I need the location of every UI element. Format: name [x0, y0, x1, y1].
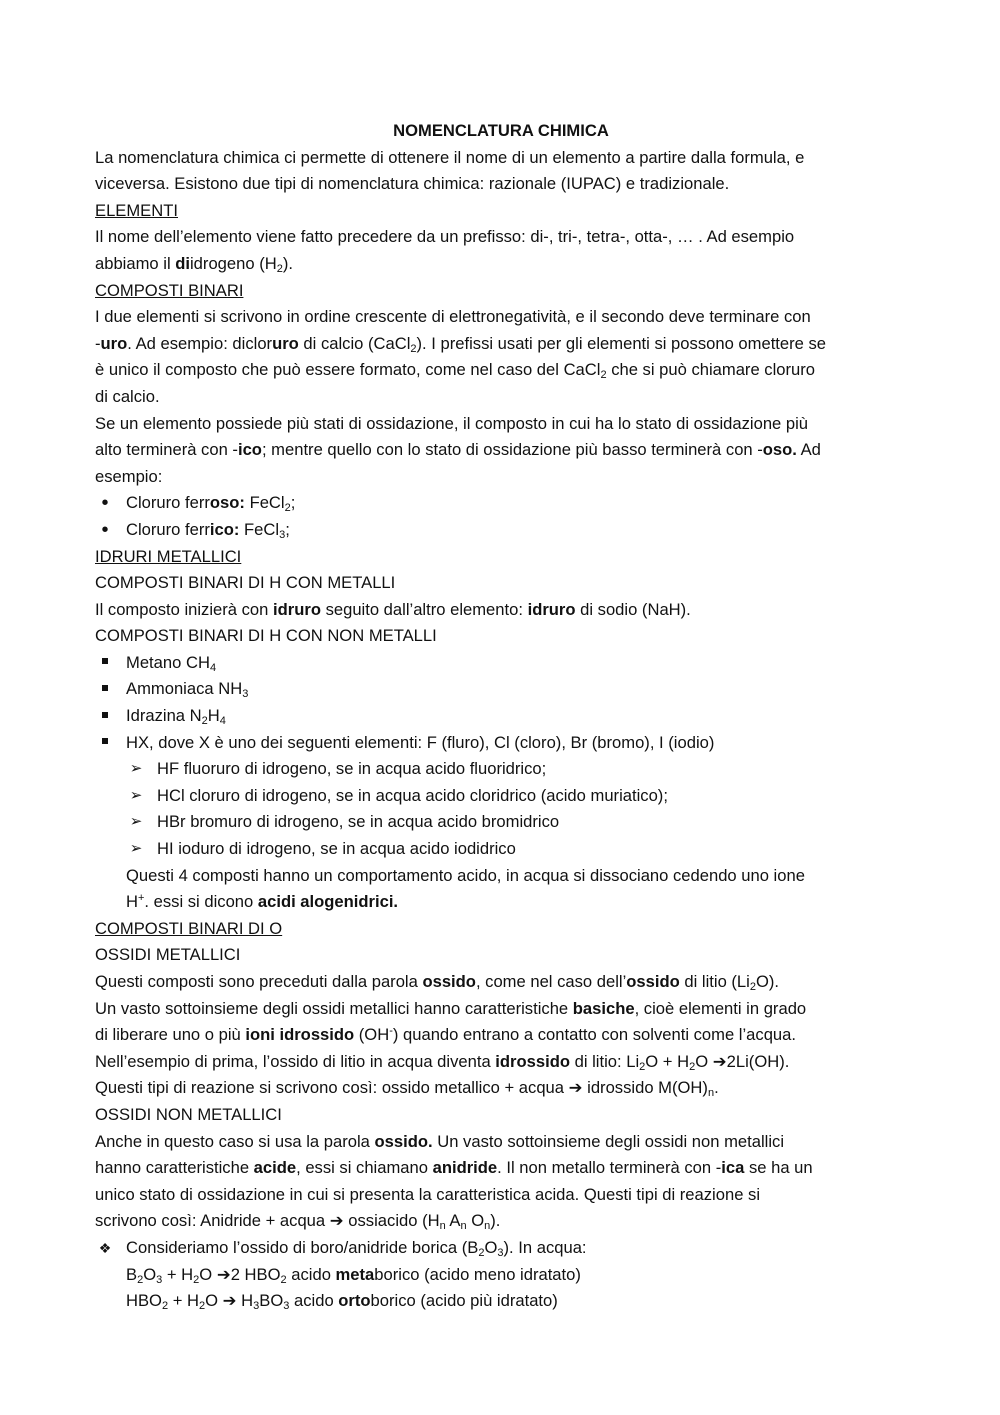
- document-page: [95, 118, 907, 1315]
- heading-composti-binari: COMPOSTI BINARI: [95, 280, 244, 300]
- ossidi-metallici-line-2: Un vasto sottoinsieme degli ossidi metallici hanno caratteristiche basiche, cioè elementi in grado: [95, 998, 807, 1018]
- ossidi-metallici-line-5: Questi tipi di reazione si scrivono così: ossido metallico + acqua ➔ idrossido $M(OH)_n$.: [95, 1078, 719, 1100]
- boro-reaction-1: $B_2O_3 + H_2O$ ➔2 $HBO_2$ acido metaborico (acido meno idratato): [126, 1264, 581, 1286]
- elementi-line-1: Il nome dell’elemento viene fatto precedere da un prefisso: di-, tri-, tetra-, otta-, … . Ad esempio: [95, 227, 795, 247]
- list-item: Ammoniaca $NH_3$: [95, 676, 907, 703]
- arrow-bullet-icon: ➢: [129, 760, 143, 778]
- binari-line-3: è unico il composto che può essere formato, come nel caso del CaCl$_2$ che si può chiamare cloruro: [95, 360, 816, 382]
- list-item: HX, dove X è uno dei seguenti elementi: F (fluro), Cl (cloro), Br (bromo), I (iodio): [95, 730, 907, 757]
- subheading-h-metalli: COMPOSTI BINARI DI H CON METALLI: [95, 573, 396, 593]
- list-item: ➢ HBr bromuro di idrogeno, se in acqua acido bromidrico: [95, 809, 907, 836]
- alogenidrici-line-2: H+. essi si dicono acidi alogenidrici.: [126, 892, 399, 912]
- binari-line-7: esempio:: [95, 466, 163, 486]
- ossidi-metallici-line-4: Nell’esempio di prima, l’ossido di litio in acqua diventa idrossido di litio: $Li_2O + H_2O$ ➔2Li(OH).: [95, 1051, 790, 1073]
- arrow-icon: ➔: [568, 1078, 583, 1098]
- arrow-icon: ➔: [216, 1264, 231, 1284]
- binari-line-4: di calcio.: [95, 386, 160, 406]
- bullet-icon: •: [101, 492, 109, 515]
- square-bullet-icon: [102, 712, 108, 718]
- list-item: Metano $CH_4$: [95, 650, 907, 677]
- ossidi-non-metallici-line-3: unico stato di ossidazione in cui si presenta la caratteristica acida. Questi tipi di reazione si: [95, 1184, 761, 1204]
- list-item: ➢ HF fluoruro di idrogeno, se in acqua acido fluoridrico;: [95, 756, 907, 783]
- binari-line-6: alto terminerà con -ico; mentre quello con lo stato di ossidazione più basso terminerà con -oso. Ad: [95, 440, 821, 460]
- arrow-icon: ➔: [222, 1291, 237, 1311]
- square-bullet-icon: [102, 738, 108, 744]
- heading-idruri-metallici: IDRURI METALLICI: [95, 546, 242, 566]
- ossidi-metallici-line-3: di liberare uno o più ioni idrossido (OH-) quando entrano a contatto con solventi come l’acqua.: [95, 1025, 796, 1045]
- ossidi-non-metallici-line-1: Anche in questo caso si usa la parola ossido. Un vasto sottoinsieme degli ossidi non metallici: [95, 1131, 785, 1151]
- list-item: ➢ HCl cloruro di idrogeno, se in acqua acido cloridrico (acido muriatico);: [95, 783, 907, 810]
- intro-line-2: viceversa. Esistono due tipi di nomenclatura chimica: razionale (IUPAC) e tradizionale.: [95, 174, 730, 194]
- ossidi-non-metallici-line-2: hanno caratteristiche acide, essi si chiamano anidride. Il non metallo terminerà con -ica se ha un: [95, 1158, 813, 1178]
- square-bullet-icon: [102, 685, 108, 691]
- heading-composti-o: COMPOSTI BINARI DI O: [95, 918, 283, 938]
- arrow-icon: ➔: [712, 1051, 727, 1071]
- list-item: • Cloruro ferrico: FeCl$_3$;: [95, 517, 907, 544]
- ossidi-metallici-line-1: Questi composti sono preceduti dalla parola ossido, come nel caso dell’ossido di litio $(Li_2O)$.: [95, 972, 780, 993]
- arrow-bullet-icon: ➢: [129, 840, 143, 858]
- list-item: Idrazina $N_2H_4$: [95, 703, 907, 730]
- list-item: • Cloruro ferroso: FeCl$_2$;: [95, 490, 907, 517]
- bullet-icon: •: [101, 518, 109, 541]
- heading-elementi: ELEMENTI: [95, 200, 178, 220]
- arrow-bullet-icon: ➢: [129, 786, 143, 804]
- subheading-h-non-metalli: COMPOSTI BINARI DI H CON NON METALLI: [95, 626, 437, 646]
- boro-reaction-2: $HBO_2 + H_2O$ ➔ $H_3BO_3$ acido ortoborico (acido più idratato): [126, 1291, 558, 1313]
- subheading-ossidi-metallici: OSSIDI METALLICI: [95, 945, 241, 965]
- list-item: ❖ Consideriamo l’ossido di boro/anidride borica $(B_2O_3)$. In acqua:: [95, 1235, 907, 1262]
- intro-line-1: La nomenclatura chimica ci permette di ottenere il nome di un elemento a partire dalla formula, e: [95, 147, 805, 167]
- arrow-icon: ➔: [329, 1211, 344, 1231]
- list-item: ➢ HI ioduro di idrogeno, se in acqua acido iodidrico: [95, 836, 907, 863]
- binari-line-1: I due elementi si scrivono in ordine crescente di elettronegatività, e il secondo deve terminare con: [95, 307, 811, 327]
- alogenidrici-line-1: Questi 4 composti hanno un comportamento acido, in acqua si dissociano cedendo uno ione: [126, 865, 805, 885]
- document-title: NOMENCLATURA CHIMICA: [393, 121, 609, 140]
- binari-line-2: -uro. Ad esempio: dicloruro di calcio (CaCl$_2$). I prefissi usati per gli elementi si possono omettere se: [95, 333, 827, 355]
- ossidi-non-metallici-line-4: scrivono così: Anidride + acqua ➔ ossiacido ($H_n$ $A_n$ $O_n$).: [95, 1211, 501, 1233]
- diamond-bullet-icon: ❖: [98, 1239, 112, 1256]
- elementi-line-2: abbiamo il diidrogeno $(H_2)$.: [95, 253, 293, 275]
- idruri-line-1: Il composto inizierà con idruro seguito dall’altro elemento: idruro di sodio (NaH).: [95, 599, 691, 619]
- binari-line-5: Se un elemento possiede più stati di ossidazione, il composto in cui ha lo stato di ossidazione più: [95, 413, 809, 433]
- subheading-ossidi-non-metallici: OSSIDI NON METALLICI: [95, 1104, 282, 1124]
- arrow-bullet-icon: ➢: [129, 813, 143, 831]
- square-bullet-icon: [102, 658, 108, 664]
